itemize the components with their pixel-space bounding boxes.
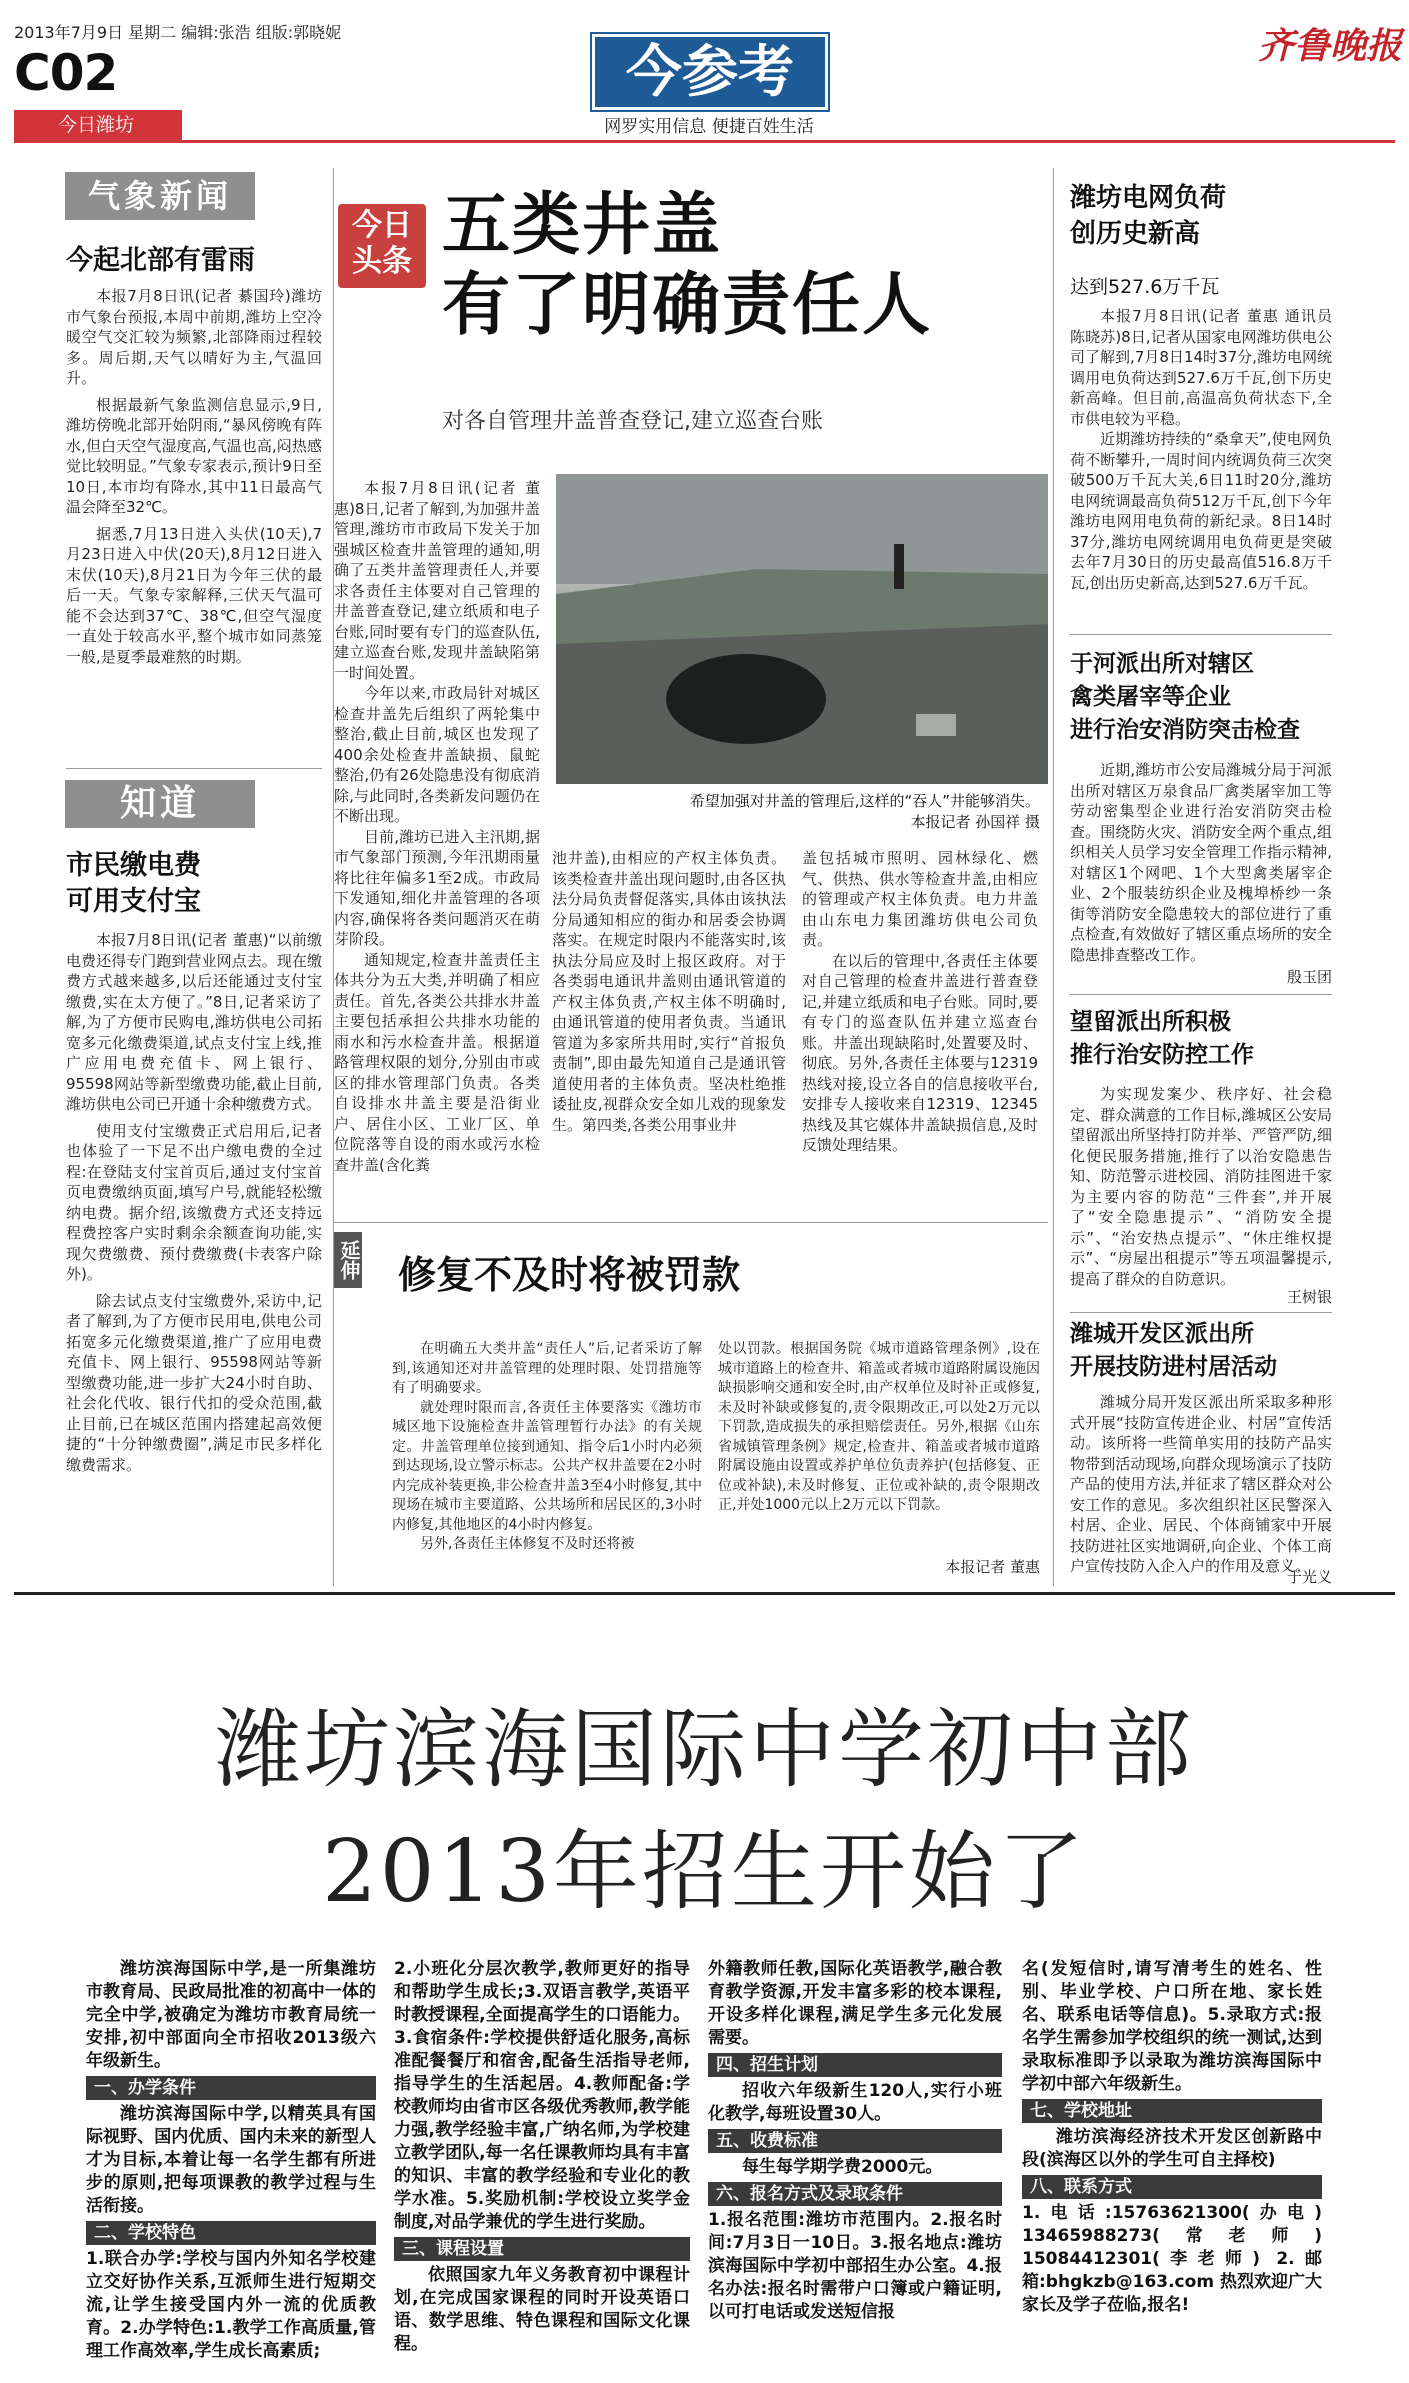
ad-col-4 (1022, 1958, 1322, 2370)
ad-paragraph: 1.报名范围:潍坊市范围内。2.报名时间:7月3日一10日。3.报名地点:潍坊滨海国际中学初中部招生办公室。4.报名办法:报名时需带户口簿或户籍证明,以可打电话或发送短信报 (708, 2210, 1002, 2322)
ad-section-bar: 六、报名方式及录取条件 (708, 2182, 1002, 2206)
power-grid-body (1070, 306, 1332, 622)
know-headline-line: 市民缴电费 (66, 850, 201, 881)
extension-badge: 延伸 (334, 1232, 362, 1288)
extension-paragraph: 在明确五大类井盖“责任人”后,记者采访了解到,该通知还对井盖管理的处理时限、处罚措施等有了明确要求。 (392, 1341, 702, 1396)
know-body (66, 930, 322, 1582)
weather-paragraph: 本报7月8日讯(记者 綦国玲)潍坊市气象台预报,本周中前期,潍坊上空冷暖空气交汇较为频繁,北部降雨过程较多。周后期,天气以晴好为主,气温回升。 (66, 287, 322, 387)
weather-paragraph: 据悉,7月13日进入头伏(10天),7月23日进入中伏(20天),8月12日进入末伏(10天),8月21日为今年三伏的最后一天。气象专家解释,三伏天气温可能不会达到37℃、38℃,但空气湿度一直处于较高水平,整个城市如同蒸笼一般,是夏季最难熬的时期。 (66, 524, 322, 666)
photo-hole (666, 654, 826, 744)
headline-line: 推行治安防控工作 (1070, 1042, 1254, 1068)
extension-headline[interactable]: 修复不及时将被罚款 (398, 1253, 741, 1297)
ad-col-1 (86, 1958, 376, 2370)
weather-box-label: 气象新闻 (65, 172, 255, 220)
page-number: C02 (14, 44, 118, 102)
divider (1070, 634, 1332, 635)
photo-sky (556, 474, 1048, 584)
ad-paragraph: 招收六年级新生120人,实行小班化教学,每班设置30人。 (708, 2081, 1002, 2124)
main-paragraph: 通知规定,检查井盖责任主体共分为五大类,并明确了相应责任。首先,各类公共排水井盖主要包括承担公共排水功能的雨水和污水检查井盖。根据道路管理权限的划分,分别由市或区的排水管理部门负责。各类自设排水井盖主要是沿街业户、居住小区、工业厂区、单位院落等自设的雨水或污水检查井盖(含化粪 (334, 950, 540, 1174)
headline-line: 于河派出所对辖区 (1070, 651, 1254, 677)
photo-credit: 本报记者 孙国祥 摄 (910, 813, 1040, 831)
paragraph: 潍城分局开发区派出所采取多种形式开展“技防宣传进企业、村居”宣传活动。该所将一些简单实用的技防产品实物带到活动现场,向群众现场演示了技防产品的使用方法,并征求了辖区群众对公安工作的意见。多次组织社区民警深入村居、企业、居民、个体商铺家中开展技防进社区实地调研,向企业、个体工商户宣传技防入企入户的作用及意义。 (1070, 1393, 1332, 1575)
main-col-1 (334, 478, 540, 1208)
main-col-2 (552, 848, 786, 1214)
power-grid-headline[interactable] (1070, 180, 1226, 252)
yuhe-body (1070, 760, 1332, 964)
ad-paragraph: 2.小班化分层次教学,教师更好的指导和帮助学生成长;3.双语言教学,英语平时教授课程,全面提高学生的口语能力。3.食宿条件:学校提供舒适化服务,高标准配餐餐厅和宿舍,配备生活指导老师,指导学生的生活起居。4.教师配备:学校教师均由省市区各级优秀教师,教学能力强,教学经验丰富,广纳名师,为学校建立教学团队,每一名任课教师均具有丰富的知识、丰富的教学经验和专业化的教学水准。5.奖励机制:学校设立奖学金制度,对品学兼优的学生进行奖励。 (394, 1959, 690, 2232)
divider (334, 1222, 1048, 1223)
ad-paragraph: 外籍教师任教,国际化英语教学,融合教育教学资源,开发丰富多彩的校本课程,开设多样化课程,满足学生多元化发展需要。 (708, 1959, 1002, 2048)
badge-line: 头条 (352, 244, 412, 279)
ad-section-bar: 三、课程设置 (394, 2237, 690, 2261)
ad-col-2 (394, 1958, 690, 2370)
column-rule (1053, 168, 1054, 1586)
main-headline-line: 五类井盖 (442, 186, 723, 265)
weather-body (66, 286, 322, 726)
paragraph: 近期,潍坊市公安局潍城分局于河派出所对辖区万泉食品厂禽类屠宰加工等劳动密集型企业进行治安消防突击检查。围绕防火灾、消防安全两个重点,组织相关人员学习安全管理工作指示精神,对辖区1个网吧、1个大型禽类屠宰企业、2个服装纺织企业及槐埠桥纱一条街等消防安全隐患较大的部位进行了重点检查,有效做好了辖区重点场所的安全隐患排查整改工作。 (1070, 761, 1332, 964)
main-paragraph: 今年以来,市政局针对城区检查井盖先后组织了两轮集中整治,截止目前,城区也发现了400余处检查井盖缺损、鼠蛇整治,仍有26处隐患没有彻底消除,与此同时,各类新发问题仍在不断出现。 (334, 684, 540, 825)
ad-contact: 1.电话:15763621300(办电) 13465988273(常老师) 15084412301(李老师) 2.邮箱:bhgkzb@163.com 热烈欢迎广大家长及学子莅临,报名! (1022, 2203, 1322, 2315)
know-headline-line: 可用支付宝 (66, 886, 201, 917)
ad-paragraph: 潍坊滨海经济技术开发区创新路中段(滨海区以外的学生可自主择校) (1022, 2127, 1322, 2170)
main-col-3 (802, 848, 1038, 1214)
divider (66, 768, 322, 769)
main-paragraph: 池井盖),由相应的产权主体负责。该类检查井盖出现问题时,由各区执法分局负责督促落实,具体由该执法分局通知相应的街办和居委会协调落实。在规定时限内不能落实时,该执法分局应及时上报区政府。对于各类弱电通讯井盖则由通讯管道的产权主体负责,产权主体不明确时,由通讯管道的使用者负责。当通讯管道为多家所共用时,实行“首报负责制”,即由最先知道自己是通讯管道使用者的主体负责。坚决杜绝推诿扯皮,视群众安全如儿戏的现象发生。第四类,各类公用事业井 (552, 849, 786, 1134)
yuhe-byline: 殷玉团 (1286, 968, 1332, 986)
extension-col-1 (392, 1340, 702, 1572)
main-paragraph: 盖包括城市照明、园林绿化、燃气、供热、供水等检查井盖,由相应的管理或产权主体负责。电力井盖由山东电力集团潍坊供电公司负责。 (802, 849, 1038, 949)
extension-paragraph: 处以罚款。根据国务院《城市道路管理条例》,设在城市道路上的检查井、箱盖或者城市道路附属设施因缺损影响交通和安全时,由产权单位及时补正或修复,未及时补缺或修复的,责令限期改正,可以处2万元以下罚款,造成损失的承担赔偿责任。另外,根据《山东省城镇管理条例》规定,检查井、箱盖或者城市道路附属设施由设置或养护单位负责养护(包括修复、正位或补缺),未及时修复、正位或补缺的,责令限期改正,并处1000元以上2万元以下罚款。 (718, 1341, 1040, 1513)
ad-paragraph: 依照国家九年义务教育初中课程计划,在完成国家课程的同时开设英语口语、数学思维、特色课程和国际文化课程。 (394, 2265, 690, 2354)
main-paragraph: 在以后的管理中,各责任主体要对自己管理的检查井盖进行普查登记,并建立纸质和电子台账。同时,要有专门的巡查队伍并建立巡查台账。井盖出现缺陷时,处置要及时、彻底。另外,各责任主体要与12319热线对接,设立各自的信息接收平台,安排专人接收来自12319、12345热线及其它媒体井盖缺损信息,及时反馈处理结果。 (802, 951, 1038, 1154)
extension-paragraph: 另外,各责任主体修复不及时还将被 (420, 1536, 635, 1552)
headline-line: 开展技防进村居活动 (1070, 1354, 1277, 1380)
divider (1070, 994, 1332, 995)
paragraph: 近期潍坊持续的“桑拿天”,使电网负荷不断攀升,一周时间内统调负荷三次突破500万千瓦大关,6日11时20分,潍坊电网统调最高负荷512万千瓦,创下今年潍坊电网用电负荷的新纪录。8日14时37分,潍坊电网统调用电负荷更是突破去年7月30日的历史最高值516.8万千瓦,创出历史新高,达到527.6万千瓦。 (1070, 430, 1332, 592)
ad-section-bar: 七、学校地址 (1022, 2099, 1322, 2123)
ad-paragraph: 名(发短信时,请写清考生的姓名、性别、毕业学校、户口所在地、家长姓名、联系电话等信息)。5.录取方式:报名学生需参加学校组织的统一测试,达到录取标准即予以录取为潍坊滨海国际中学初中部六年级新生。 (1022, 1959, 1322, 2094)
photo-pedestrian (894, 544, 904, 589)
know-paragraph: 使用支付宝缴费正式启用后,记者也体验了一下足不出户缴电费的全过程:在登陆支付宝首页后,通过支付宝首页电费缴纳页面,填写户号,就能轻松缴纳电费。据介绍,该缴费方式还支持远程费控客户实时剩余余额查询功能,实现欠费缴费、预付费缴费(卡表客户除外)。 (66, 1121, 322, 1283)
main-subheadline: 对各自管理井盖普查登记,建立巡查台账 (442, 409, 823, 434)
weather-paragraph: 根据最新气象监测信息显示,9日,潍坊傍晚北部开始阴雨,“暴风傍晚有阵水,但白天空气湿度高,气温也高,闷热感觉比较明显。”气象专家表示,预计9日至10日,本市均有降水,其中11日最高气温会降至32℃。 (66, 395, 322, 516)
photo-broken-cover (916, 714, 956, 736)
main-headline-line: 有了明确责任人 (442, 266, 933, 345)
badge-line: 今日 (352, 208, 412, 243)
ad-col-3 (708, 1958, 1002, 2370)
ad-section-bar: 二、学校特色 (86, 2221, 376, 2245)
photo-caption-text: 希望加强对井盖的管理后,这样的“吞人”井能够消失。 (689, 792, 1040, 810)
development-zone-headline[interactable] (1070, 1318, 1277, 1384)
wangliu-byline: 王树银 (1286, 1288, 1332, 1306)
extension-byline: 本报记者 董惠 (945, 1558, 1040, 1576)
wangliu-headline[interactable] (1070, 1006, 1254, 1072)
power-grid-subhead: 达到527.6万千瓦 (1070, 276, 1220, 298)
development-zone-body (1070, 1392, 1332, 1575)
newspaper-logo: 齐鲁晚报 (1258, 25, 1403, 67)
paragraph: 本报7月8日讯(记者 董惠 通讯员 陈晓苏)8日,记者从国家电网潍坊供电公司了解到,7月8日14时37分,潍坊电网统调用电负荷达到527.6万千瓦,创下历史新高峰。但目前,高温高负荷状态下,全市供电较为平稳。 (1070, 307, 1332, 428)
know-headline[interactable] (66, 848, 201, 920)
ad-paragraph: 每生每学期学费2000元。 (742, 2157, 943, 2177)
date-line: 2013年7月9日 星期二 编辑:张浩 组版:郭晓妮 (14, 23, 342, 42)
ad-title-line-1: 潍坊滨海国际中学初中部 (215, 1700, 1194, 1800)
main-paragraph: 目前,潍坊已进入主汛期,据市气象部门预测,今年汛期雨量将比往年偏多1至2成。市政局下发通知,细化井盖管理的各项内容,确保将各类问题消灭在萌芽阶段。 (334, 827, 540, 948)
headline-line: 进行治安消防突击检查 (1070, 717, 1300, 743)
main-headline[interactable] (442, 186, 1062, 346)
headline-line: 创历史新高 (1070, 219, 1201, 249)
divider (1070, 1312, 1332, 1313)
ad-divider (14, 1592, 1395, 1595)
know-paragraph: 除去试点支付宝缴费外,采访中,记者了解到,为了方便市民用电,供电公司拓宽多元化缴费渠道,推广了应用电费充值卡、网上银行、95598网站等新型缴费功能,进一步扩大24小时自助、社会化代收、银行代扣的受众范围,截止目前,已在城区范围内搭建起高效便捷的“十分钟缴费圈”,满足市民多样化缴费需求。 (66, 1291, 322, 1474)
extension-col-2 (718, 1340, 1040, 1552)
headline-line: 潍城开发区派出所 (1070, 1321, 1254, 1347)
ad-section-bar: 一、办学条件 (86, 2076, 376, 2100)
weather-headline[interactable]: 今起北部有雷雨 (66, 245, 255, 276)
manhole-photo (556, 474, 1048, 784)
column-masthead: 今参考 (592, 34, 828, 110)
development-zone-byline: 于光义 (1286, 1568, 1332, 1586)
headline-line: 望留派出所积极 (1070, 1009, 1231, 1035)
photo-caption (570, 790, 1040, 832)
masthead-subtitle: 网罗实用信息 便捷百姓生活 (604, 117, 814, 137)
ad-paragraph: 潍坊滨海国际中学,以精英具有国际视野、国内优质、国内未来的新型人才为目标,本着让每一名学生都有所进步的原则,把每项课教的教学过程与生活衔接。 (86, 2104, 376, 2216)
header-rule (14, 140, 1395, 143)
ad-section-bar: 四、招生计划 (708, 2053, 1002, 2077)
know-paragraph: 本报7月8日讯(记者 董惠)“以前缴电费还得专门跑到营业网点去。现在缴费方式越来越多,以后还能通过支付宝缴费,实在太方便了。”8日,记者采访了解,为了方便市民购电,潍坊供电公司拓宽多元化缴费渠道,试点支付宝上线,推广应用电费充值卡、网上银行、95598网站等新型缴费功能,截止目前,潍坊供电公司已开通十余种缴费方式。 (66, 931, 322, 1113)
wangliu-body (1070, 1084, 1332, 1288)
ad-title-line-2: 2013年招生开始了 (322, 1822, 1087, 1922)
ad-section-bar: 八、联系方式 (1022, 2175, 1322, 2199)
main-paragraph: 本报7月8日讯(记者 董惠)8日,记者了解到,为加强井盖管理,潍坊市市政局下发关于加强城区检查井盖管理的通知,明确了五类井盖管理责任人,并要求各责任主体要对自己管理的井盖普查登记,建立纸质和电子台账,同时要有专门的巡查队伍,建立巡查台账,发现井盖缺陷第一时间处置。 (334, 479, 540, 682)
yuhe-headline[interactable] (1070, 648, 1300, 747)
ad-section-bar: 五、收费标准 (708, 2129, 1002, 2153)
ad-paragraph: 1.联合办学:学校与国内外知名学校建立交好协作关系,互派师生进行短期交流,让学生接受国内外一流的优质教育。2.办学特色:1.教学工作高质量,管理工作高效率,学生成长高素质; (86, 2249, 376, 2361)
headline-line: 潍坊电网负荷 (1070, 183, 1227, 213)
know-box-label: 知道 (65, 780, 255, 828)
headline-badge (338, 204, 426, 288)
headline-line: 禽类屠宰等企业 (1070, 684, 1231, 710)
paragraph: 为实现发案少、秩序好、社会稳定、群众满意的工作目标,潍城区公安局望留派出所坚持打防并举、严管严防,细化便民服务措施,推行了以治安隐患告知、防范警示进校园、消防挂图进千家为主要内容的防范“三件套”,并开展了“安全隐患提示”、“消防安全提示”、“治安热点提示”、“休庄维权提示”、“房屋出租提示”等五项温馨提示,提高了群众的自防意识。 (1070, 1085, 1332, 1288)
section-tab[interactable]: 今日潍坊 (14, 110, 182, 140)
extension-paragraph: 就处理时限而言,各责任主体要落实《潍坊市城区地下设施检查井盖管理暂行办法》的有关规定。井盖管理单位接到通知、指令后1小时内必须到达现场,设立警示标志。公共产权井盖要在2小时内完成补装更换,非公检查井盖3至4小时修复,其中现场在城市主要道路、公共场所和居民区的,3小时内修复,其他地区的4小时内修复。 (392, 1399, 702, 1533)
manhole-photo-art (556, 474, 1048, 784)
ad-paragraph: 潍坊滨海国际中学,是一所集潍坊市教育局、民政局批准的初高中一体的完全中学,被确定为潍坊市教育局统一安排,初中部面向全市招收2013级六年级新生。 (86, 1959, 376, 2071)
